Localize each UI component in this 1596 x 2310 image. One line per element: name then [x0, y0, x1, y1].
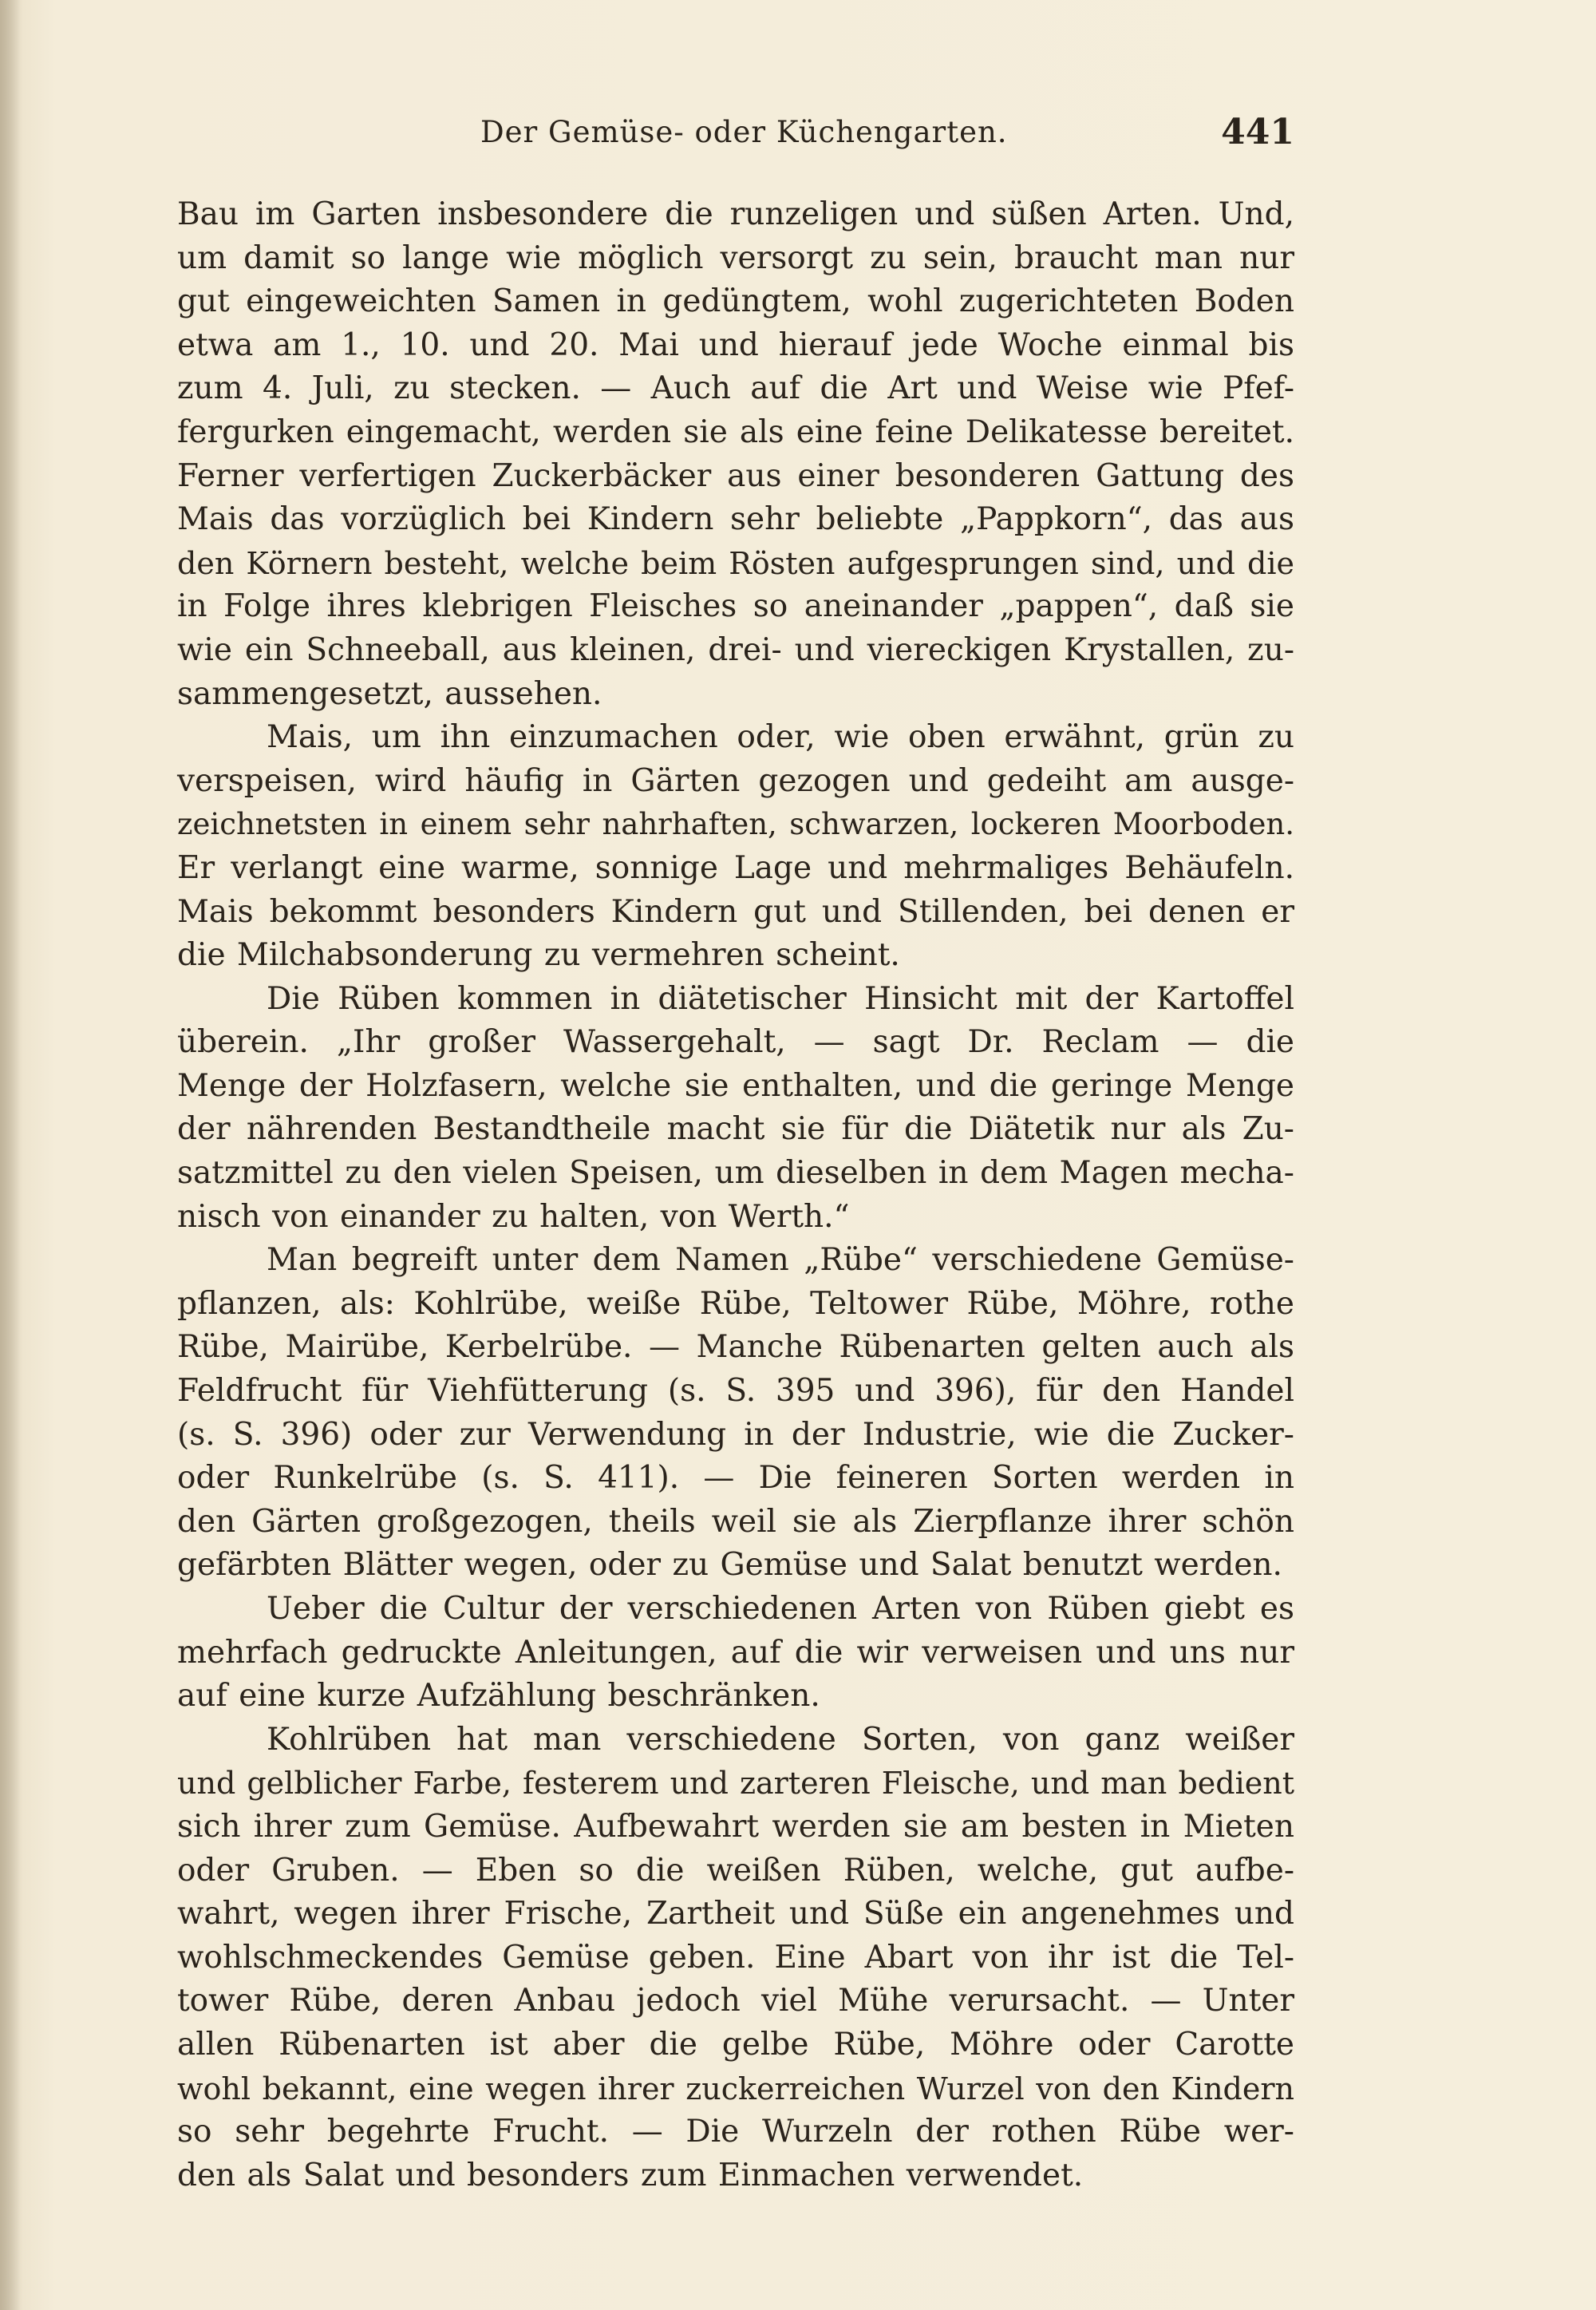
text-line: und gelblicher Farbe, festerem und zarteren Fleische, und man bedient	[177, 1766, 1294, 1802]
text-line: gut eingeweichten Samen in gedüngtem, wohl zugerichteten Boden	[177, 283, 1294, 320]
text-line: den Körnern besteht, welche beim Rösten aufgesprungen sind, und die	[177, 545, 1294, 581]
text-line: Rübe, Mairübe, Kerbelrübe. — Manche Rübenarten gelten auch als	[177, 1329, 1294, 1366]
text-line: sich ihrer zum Gemüse. Aufbewahrt werden sie am besten in Mieten	[177, 1808, 1294, 1845]
text-line: die Milchabsonderung zu vermehren scheint.	[177, 937, 900, 974]
text-line: Man begreift unter dem Namen „Rübe“ verschiedene Gemüse-	[267, 1242, 1294, 1279]
text-line: oder Gruben. — Eben so die weißen Rüben, welche, gut aufbe-	[177, 1852, 1294, 1889]
text-line: pflanzen, als: Kohlrübe, weiße Rübe, Teltower Rübe, Möhre, rothe	[177, 1285, 1294, 1322]
text-line: Er verlangt eine warme, sonnige Lage und mehrmaliges Behäufeln.	[177, 849, 1294, 886]
text-line: den als Salat und besonders zum Einmachen verwendet.	[177, 2157, 1084, 2193]
text-line: verspeisen, wird häufig in Gärten gezogen und gedeiht am ausge-	[177, 762, 1294, 799]
binding-shadow	[0, 0, 21, 2310]
text-line: Ueber die Cultur der verschiedenen Arten von Rüben giebt es	[267, 1591, 1294, 1627]
text-line: Ferner verfertigen Zuckerbäcker aus einer besonderen Gattung des	[177, 457, 1294, 494]
text-line: den Gärten großgezogen, theils weil sie als Zierpflanze ihrer schön	[177, 1503, 1294, 1540]
text-line: wohl bekannt, eine wegen ihrer zuckerreichen Wurzel von den Kindern	[177, 2071, 1294, 2106]
body-text	[177, 193, 1294, 2197]
text-line: wohlschmeckendes Gemüse geben. Eine Abart von ihr ist die Tel-	[177, 1939, 1294, 1976]
text-line: Feldfrucht für Viehfütterung (s. S. 395 und 396), für den Handel	[177, 1373, 1294, 1410]
text-line: fergurken eingemacht, werden sie als eine feine Delikatesse bereitet.	[177, 413, 1294, 450]
text-line: Menge der Holzfasern, welche sie enthalten, und die geringe Menge	[177, 1067, 1294, 1104]
text-line: zeichnetsten in einem sehr nahrhaften, schwarzen, lockeren Moorboden.	[177, 807, 1294, 842]
page-header	[177, 112, 1294, 160]
text-line: tower Rübe, deren Anbau jedoch viel Mühe verursacht. — Unter	[177, 1983, 1294, 2019]
text-line: Kohlrüben hat man verschiedene Sorten, von ganz weißer	[267, 1721, 1294, 1758]
text-line: Mais das vorzüglich bei Kindern sehr beliebte „Pappkorn“, das aus	[177, 501, 1294, 538]
text-line: allen Rübenarten ist aber die gelbe Rübe, Möhre oder Carotte	[177, 2026, 1294, 2063]
running-title: Der Gemüse- oder Küchengarten.	[480, 115, 1008, 149]
text-line: gefärbten Blätter wegen, oder zu Gemüse und Salat benutzt werden.	[177, 1547, 1282, 1584]
text-line: satzmittel zu den vielen Speisen, um dieselben in dem Magen mecha-	[177, 1155, 1294, 1192]
text-line: um damit so lange wie möglich versorgt zu sein, braucht man nur	[177, 239, 1294, 276]
text-line: nisch von einander zu halten, von Werth.“	[177, 1198, 850, 1235]
text-line: wie ein Schneeball, aus kleinen, drei- und viereckigen Krystallen, zu-	[177, 631, 1294, 668]
text-line: wahrt, wegen ihrer Frische, Zartheit und Süße ein angenehmes und	[177, 1896, 1294, 1932]
text-line: auf eine kurze Aufzählung beschränken.	[177, 1678, 820, 1715]
text-line: (s. S. 396) oder zur Verwendung in der Industrie, wie die Zucker-	[177, 1416, 1294, 1453]
text-line: sammengesetzt, aussehen.	[177, 675, 602, 712]
text-line: mehrfach gedruckte Anleitungen, auf die wir verweisen und uns nur	[177, 1634, 1294, 1671]
page-number: 441	[1221, 112, 1294, 152]
text-line: Die Rüben kommen in diätetischer Hinsicht mit der Kartoffel	[267, 980, 1294, 1017]
text-line: zum 4. Juli, zu stecken. — Auch auf die Art und Weise wie Pfef-	[177, 370, 1294, 407]
text-line: etwa am 1., 10. und 20. Mai und hierauf jede Woche einmal bis	[177, 326, 1294, 363]
text-line: Mais bekommt besonders Kindern gut und Stillenden, bei denen er	[177, 893, 1294, 930]
text-line: überein. „Ihr großer Wassergehalt, — sagt Dr. Reclam — die	[177, 1024, 1294, 1061]
text-line: oder Runkelrübe (s. S. 411). — Die feineren Sorten werden in	[177, 1460, 1294, 1497]
text-line: der nährenden Bestandtheile macht sie für die Diätetik nur als Zu-	[177, 1111, 1294, 1148]
text-line: Mais, um ihn einzumachen oder, wie oben erwähnt, grün zu	[267, 719, 1294, 756]
text-line: in Folge ihres klebrigen Fleisches so aneinander „pappen“, daß sie	[177, 588, 1294, 625]
text-line: Bau im Garten insbesondere die runzeligen und süßen Arten. Und,	[177, 196, 1294, 232]
text-line: so sehr begehrte Frucht. — Die Wurzeln der rothen Rübe wer-	[177, 2114, 1294, 2150]
